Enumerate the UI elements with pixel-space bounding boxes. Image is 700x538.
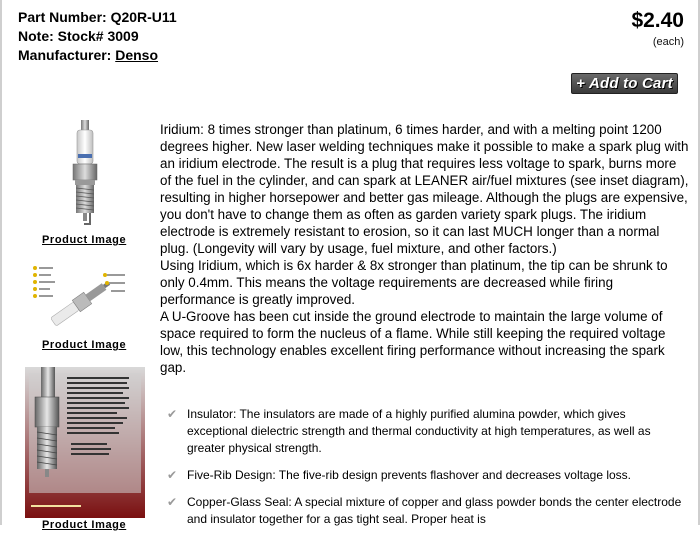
check-icon: ✔: [167, 407, 178, 421]
feature-item: [165, 467, 685, 484]
add-to-cart-button[interactable]: + Add to Cart: [571, 73, 678, 94]
feature-text: Five-Rib Design: The five-rib design prevents flashover and decreases voltage loss.: [187, 468, 631, 482]
check-icon: ✔: [167, 495, 178, 509]
manufacturer-line: [18, 46, 177, 65]
feature-text: Insulator: The insulators are made of a highly purified alumina powder, which gives exceptional dielectric strength and thermal conductivity at high temperatures, as well as greater physical strength.: [187, 407, 651, 455]
feature-item: [165, 406, 685, 457]
feature-text: Copper-Glass Seal: A special mixture of copper and glass powder bonds the center electrode and insulator together for a gas tight seal. Proper heat is: [187, 495, 682, 526]
feature-list: [165, 406, 685, 538]
product-image-caption-3[interactable]: Product Image: [42, 519, 127, 531]
description-u-groove: A U-Groove has been cut inside the ground electrode to maintain the large volume of space required to form the nucleus of a flame. While still keeping the required voltage low, this technology enables excellent firing performance without increasing the spark gap.: [160, 309, 666, 375]
spark-plug-icon: [60, 118, 110, 232]
product-image-1[interactable]: [60, 118, 110, 232]
spark-plug-diagram-icon: [27, 262, 133, 336]
part-number: Part Number: Q20R-U11: [18, 9, 177, 25]
stock-note: Note: Stock# 3009: [18, 28, 139, 44]
description-iridium: Iridium: 8 times stronger than platinum, 6 times harder, and with a melting point 1200 degrees higher. New laser welding techniques make it possible to make a spark plug with an iridium electrode. The result is a plug that requires less voltage to spark, burns more of the fuel in the cylinder, and can spark at LEANER air/fuel mixtures (see inset diagram), resulting in higher horsepower and better gas mileage. Although the plugs are expensive, you don't have to change them as often as garden variety spark plugs. The iridium electrode is extremely resistant to erosion, so it can last MUCH longer than a normal plug. (Longevity will vary by usage, fuel mixture, and other factors.): [160, 122, 689, 256]
product-image-2[interactable]: [27, 262, 133, 336]
u-groove-plug-icon: [25, 367, 145, 518]
price-unit: (each): [652, 36, 684, 48]
price: $2.40: [631, 9, 684, 32]
manufacturer-link[interactable]: Denso: [115, 47, 159, 63]
product-image-caption-1[interactable]: Product Image: [42, 234, 127, 246]
description-tip: Using Iridium, which is 6x harder & 8x stronger than platinum, the tip can be shrunk to only 0.4mm. This means the voltage requirements are decreased while firing performance is greatly improved.: [160, 258, 668, 307]
product-image-caption-2[interactable]: Product Image: [42, 339, 127, 351]
product-description: [160, 121, 690, 376]
price-box: [631, 8, 684, 49]
product-image-3[interactable]: [25, 367, 145, 518]
manufacturer-label: Manufacturer:: [18, 47, 116, 63]
feature-item: [165, 494, 685, 528]
check-icon: ✔: [167, 468, 178, 482]
product-specs: [18, 8, 177, 65]
